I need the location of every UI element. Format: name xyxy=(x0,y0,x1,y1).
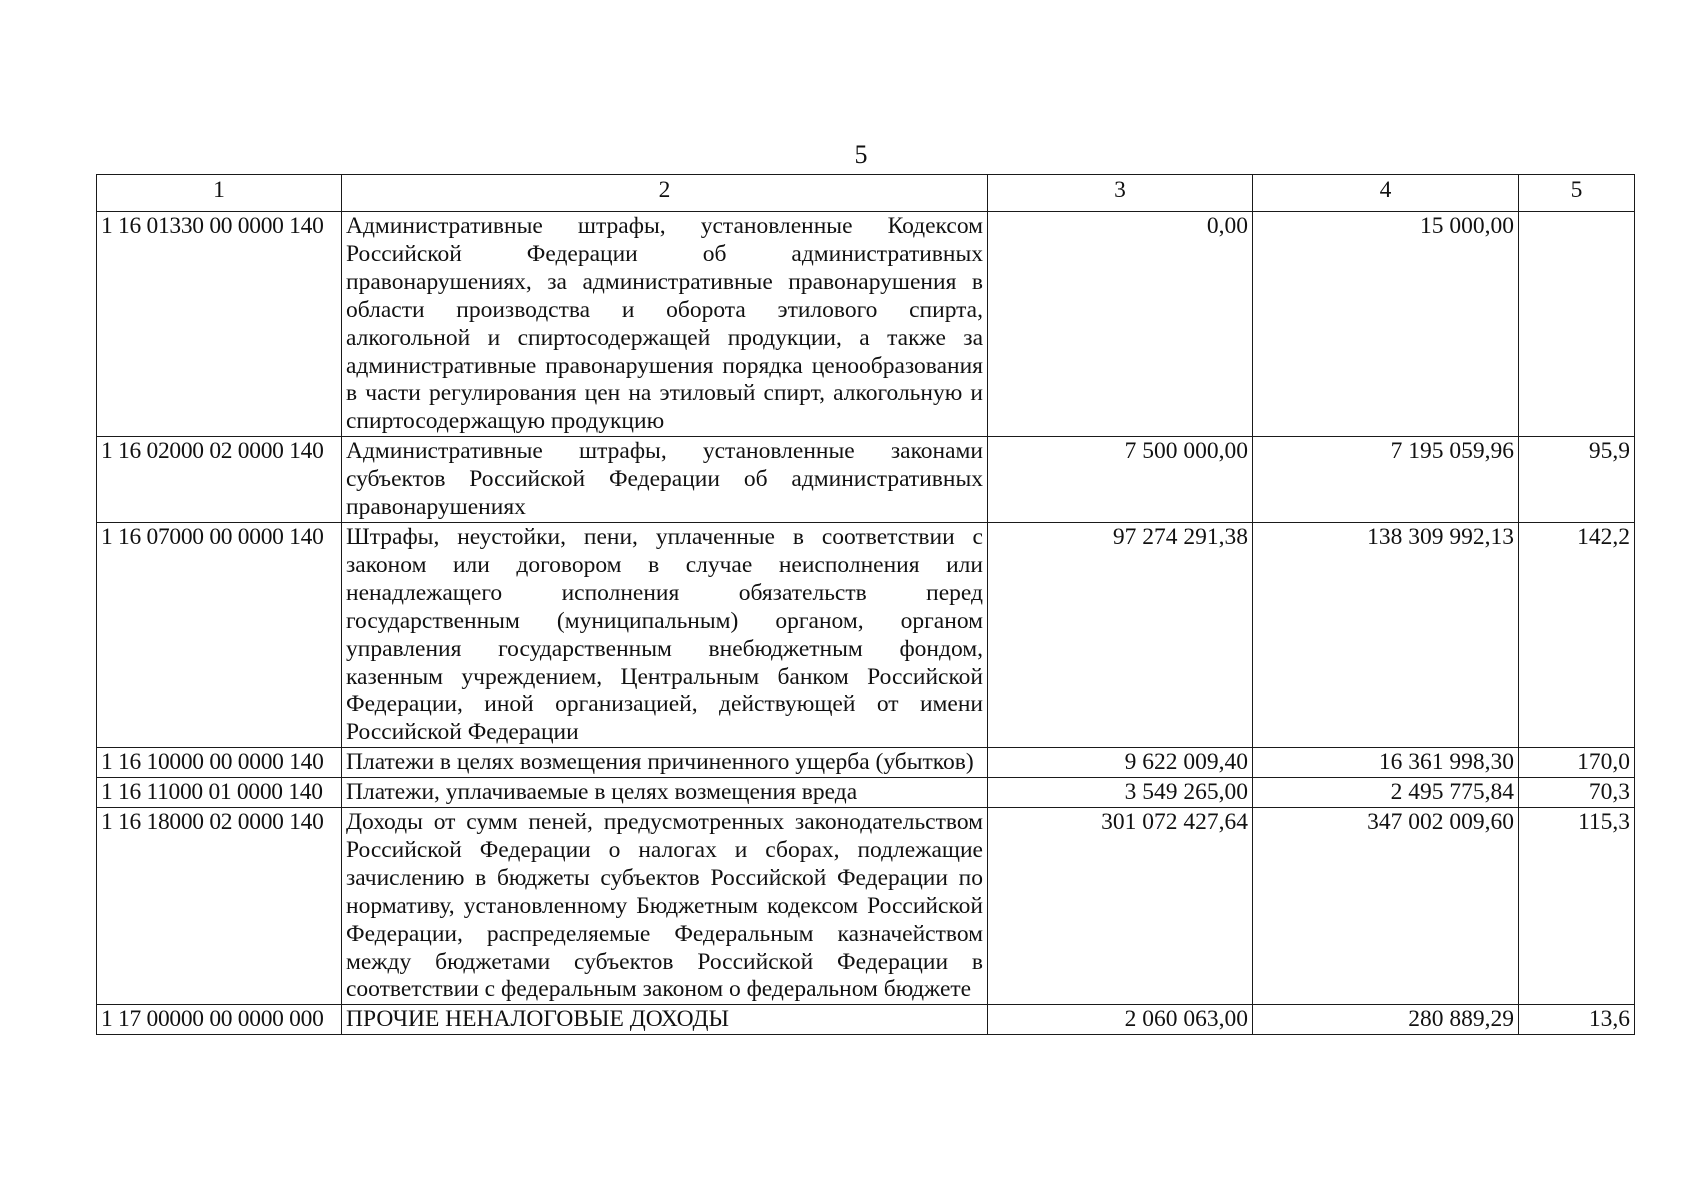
row-actual-value: 15 000,00 xyxy=(1253,212,1519,437)
row-code: 1 16 18000 02 0000 140 xyxy=(97,808,342,1005)
row-percent-value: 170,0 xyxy=(1519,748,1635,778)
table-row xyxy=(97,748,1635,778)
row-percent-value: 70,3 xyxy=(1519,778,1635,808)
table-row xyxy=(97,522,1635,747)
row-plan-value: 2 060 063,00 xyxy=(988,1005,1253,1035)
row-plan-value: 301 072 427,64 xyxy=(988,808,1253,1005)
row-actual-value: 16 361 998,30 xyxy=(1253,748,1519,778)
row-description: Платежи в целях возмещения причиненного ущерба (убытков) xyxy=(342,748,988,778)
row-code: 1 16 11000 01 0000 140 xyxy=(97,778,342,808)
row-percent-value: 115,3 xyxy=(1519,808,1635,1005)
table-header-row xyxy=(97,175,1635,212)
row-actual-value: 280 889,29 xyxy=(1253,1005,1519,1035)
row-code: 1 16 07000 00 0000 140 xyxy=(97,522,342,747)
page-number: 5 xyxy=(854,140,868,169)
row-description: Доходы от сумм пеней, предусмотренных законодательством Российской Федерации о налогах и сборах, подлежащие зачислению в бюджеты субъектов Российской Федерации по нормативу, установленному Бюджетным кодексом Российской Федерации, распределяемые Федеральным казначейством между бюджетами субъектов Российской Федерации в соответствии с федеральным законом о федеральном бюджете xyxy=(342,808,988,1005)
row-code: 1 16 02000 02 0000 140 xyxy=(97,437,342,523)
row-actual-value: 2 495 775,84 xyxy=(1253,778,1519,808)
column-header-description: 2 xyxy=(342,175,988,212)
row-description: Штрафы, неустойки, пени, уплаченные в соответствии с законом или договором в случае неисполнения или ненадлежащего исполнения обязательств перед государственным (муниципальным) органом, органом управления государственным внебюджетным фондом, казенным учреждением, Центральным банком Российской Федерации, иной организацией, действующей от имени Российской Федерации xyxy=(342,522,988,747)
row-plan-value: 0,00 xyxy=(988,212,1253,437)
row-plan-value: 97 274 291,38 xyxy=(988,522,1253,747)
table-row xyxy=(97,212,1635,437)
row-actual-value: 138 309 992,13 xyxy=(1253,522,1519,747)
column-header-percent: 5 xyxy=(1519,175,1635,212)
row-description: Платежи, уплачиваемые в целях возмещения вреда xyxy=(342,778,988,808)
row-code: 1 17 00000 00 0000 000 xyxy=(97,1005,342,1035)
table-row xyxy=(97,1005,1635,1035)
row-actual-value: 7 195 059,96 xyxy=(1253,437,1519,523)
row-percent-value xyxy=(1519,212,1635,437)
row-actual-value: 347 002 009,60 xyxy=(1253,808,1519,1005)
row-description: Административные штрафы, установленные законами субъектов Российской Федерации об административных правонарушениях xyxy=(342,437,988,523)
row-plan-value: 7 500 000,00 xyxy=(988,437,1253,523)
table-row xyxy=(97,778,1635,808)
table-row xyxy=(97,437,1635,523)
column-header-code: 1 xyxy=(97,175,342,212)
row-percent-value: 13,6 xyxy=(1519,1005,1635,1035)
column-header-actual: 4 xyxy=(1253,175,1519,212)
row-percent-value: 142,2 xyxy=(1519,522,1635,747)
row-percent-value: 95,9 xyxy=(1519,437,1635,523)
row-description: Административные штрафы, установленные Кодексом Российской Федерации об административных правонарушениях, за административные правонарушения в области производства и оборота этилового спирта, алкогольной и спиртосодержащей продукции, а также за административные правонарушения порядка ценообразования в части регулирования цен на этиловый спирт, алкогольную и спиртосодержащую продукцию xyxy=(342,212,988,437)
row-plan-value: 9 622 009,40 xyxy=(988,748,1253,778)
table-row xyxy=(97,808,1635,1005)
row-code: 1 16 01330 00 0000 140 xyxy=(97,212,342,437)
row-code: 1 16 10000 00 0000 140 xyxy=(97,748,342,778)
row-description: ПРОЧИЕ НЕНАЛОГОВЫЕ ДОХОДЫ xyxy=(342,1005,988,1035)
revenue-table xyxy=(96,174,1635,1035)
row-plan-value: 3 549 265,00 xyxy=(988,778,1253,808)
column-header-plan: 3 xyxy=(988,175,1253,212)
